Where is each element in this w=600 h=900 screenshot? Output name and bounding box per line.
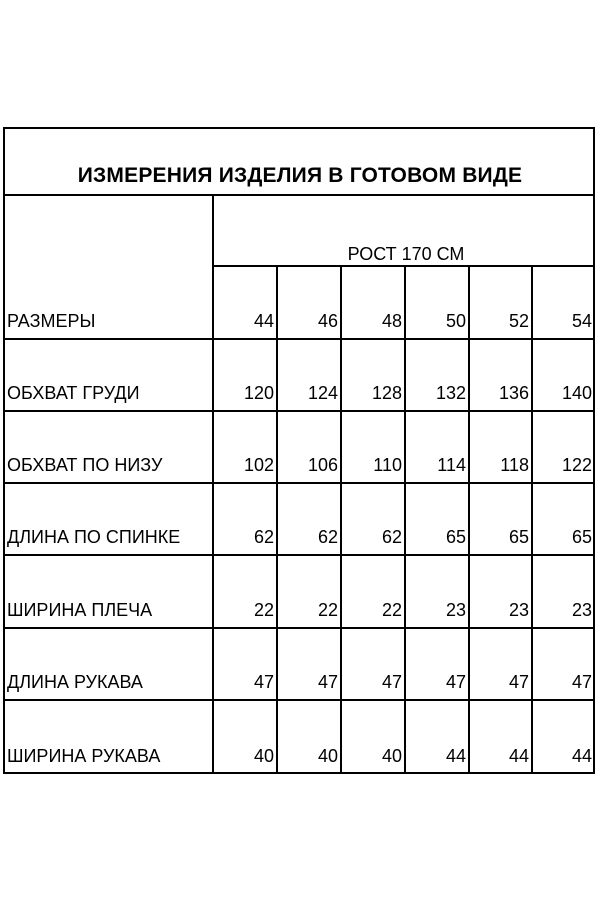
row-label: ШИРИНА РУКАВА <box>7 746 161 766</box>
row-label: ДЛИНА ПО СПИНКЕ <box>7 527 181 547</box>
table-cell: 102 <box>243 455 274 475</box>
table-cell: 40 <box>381 746 402 766</box>
table-cell: 128 <box>371 383 402 403</box>
table-cell: 65 <box>571 527 592 547</box>
row-divider <box>3 338 595 340</box>
table-cell: 122 <box>561 455 592 475</box>
table-cell: 44 <box>571 746 592 766</box>
table-cell: 62 <box>253 527 274 547</box>
column-divider <box>404 266 406 774</box>
table-cell: 106 <box>307 455 338 475</box>
table-cell: 62 <box>381 527 402 547</box>
table-cell: 23 <box>508 600 529 620</box>
row-label: РАЗМЕРЫ <box>7 311 96 331</box>
table-cell: 47 <box>445 672 466 692</box>
row-divider <box>3 482 595 484</box>
row-label: ДЛИНА РУКАВА <box>7 672 143 692</box>
table-cell: 44 <box>445 746 466 766</box>
table-cell: 50 <box>445 311 466 331</box>
table-cell: 120 <box>243 383 274 403</box>
row-label: ШИРИНА ПЛЕЧА <box>7 600 153 620</box>
column-divider <box>468 266 470 774</box>
row-label: ОБХВАТ ПО НИЗУ <box>7 455 163 475</box>
table-cell: 22 <box>317 600 338 620</box>
table-cell: 40 <box>253 746 274 766</box>
row-divider <box>3 410 595 412</box>
title-divider <box>3 194 595 196</box>
table-cell: 22 <box>253 600 274 620</box>
table-cell: 47 <box>253 672 274 692</box>
table-cell: 23 <box>571 600 592 620</box>
table-cell: 47 <box>571 672 592 692</box>
table-cell: 40 <box>317 746 338 766</box>
table-title: ИЗМЕРЕНИЯ ИЗДЕЛИЯ В ГОТОВОМ ВИДЕ <box>77 164 523 187</box>
table-cell: 47 <box>317 672 338 692</box>
table-cell: 118 <box>500 455 529 475</box>
table-cell: 48 <box>381 311 402 331</box>
table-cell: 124 <box>307 383 338 403</box>
row-divider <box>3 627 595 629</box>
table-cell: 65 <box>508 527 529 547</box>
table-cell: 65 <box>445 527 466 547</box>
row-divider <box>3 554 595 556</box>
row-label: ОБХВАТ ГРУДИ <box>7 383 140 403</box>
row-divider <box>3 699 595 701</box>
table-cell: 114 <box>437 455 466 475</box>
table-cell: 132 <box>435 383 466 403</box>
table-cell: 22 <box>381 600 402 620</box>
table-cell: 46 <box>317 311 338 331</box>
table-cell: 140 <box>561 383 592 403</box>
column-divider <box>531 266 533 774</box>
table-cell: 62 <box>317 527 338 547</box>
table-cell: 110 <box>373 455 402 475</box>
table-cell: 52 <box>508 311 529 331</box>
table-cell: 47 <box>381 672 402 692</box>
table-cell: 23 <box>445 600 466 620</box>
table-cell: 54 <box>571 311 592 331</box>
column-divider <box>340 266 342 774</box>
column-divider <box>276 266 278 774</box>
table-cell: 47 <box>508 672 529 692</box>
growth-header: РОСТ 170 СМ <box>347 244 465 264</box>
table-cell: 44 <box>508 746 529 766</box>
table-cell: 136 <box>498 383 529 403</box>
table-cell: 44 <box>253 311 274 331</box>
